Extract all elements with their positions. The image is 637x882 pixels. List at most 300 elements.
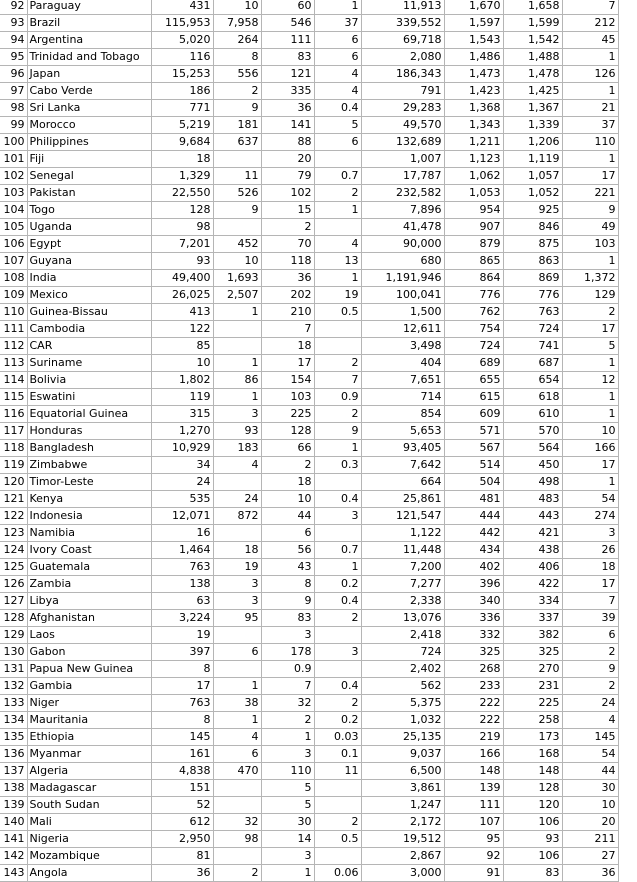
cases-per-million-cell[interactable]: 335 (261, 83, 314, 100)
value-c-cell[interactable]: 1 (562, 389, 618, 406)
deaths-per-million-cell[interactable]: 7 (314, 372, 361, 389)
value-a-cell[interactable]: 1,486 (444, 49, 503, 66)
deaths-cell[interactable] (213, 627, 261, 644)
country-cell[interactable]: Mexico (27, 287, 151, 304)
cases-per-million-cell[interactable]: 79 (261, 168, 314, 185)
cases-per-million-cell[interactable]: 2 (261, 219, 314, 236)
value-b-cell[interactable]: 258 (503, 712, 562, 729)
deaths-cell[interactable]: 7,958 (213, 15, 261, 32)
deaths-per-million-cell[interactable] (314, 321, 361, 338)
value-b-cell[interactable]: 337 (503, 610, 562, 627)
value-b-cell[interactable]: 863 (503, 253, 562, 270)
cases-cell[interactable]: 98 (151, 219, 213, 236)
deaths-per-million-cell[interactable]: 0.4 (314, 491, 361, 508)
value-c-cell[interactable]: 221 (562, 185, 618, 202)
cases-per-million-cell[interactable]: 66 (261, 440, 314, 457)
rank-cell[interactable]: 141 (0, 831, 27, 848)
deaths-per-million-cell[interactable]: 37 (314, 15, 361, 32)
deaths-cell[interactable] (213, 797, 261, 814)
country-cell[interactable]: Niger (27, 695, 151, 712)
value-b-cell[interactable]: 610 (503, 406, 562, 423)
value-a-cell[interactable]: 95 (444, 831, 503, 848)
value-c-cell[interactable]: 39 (562, 610, 618, 627)
cases-cell[interactable]: 63 (151, 593, 213, 610)
cases-cell[interactable]: 49,400 (151, 270, 213, 287)
cases-cell[interactable]: 19 (151, 627, 213, 644)
deaths-cell[interactable]: 9 (213, 100, 261, 117)
country-cell[interactable]: India (27, 270, 151, 287)
value-a-cell[interactable]: 571 (444, 423, 503, 440)
deaths-per-million-cell[interactable]: 2 (314, 695, 361, 712)
country-cell[interactable]: Nigeria (27, 831, 151, 848)
rank-cell[interactable]: 113 (0, 355, 27, 372)
value-a-cell[interactable]: 754 (444, 321, 503, 338)
deaths-per-million-cell[interactable]: 0.3 (314, 457, 361, 474)
country-cell[interactable]: Paraguay (27, 0, 151, 15)
deaths-per-million-cell[interactable]: 4 (314, 236, 361, 253)
cases-per-million-cell[interactable]: 18 (261, 474, 314, 491)
deaths-per-million-cell[interactable]: 1 (314, 559, 361, 576)
value-a-cell[interactable]: 1,597 (444, 15, 503, 32)
cases-per-million-cell[interactable]: 56 (261, 542, 314, 559)
value-b-cell[interactable]: 438 (503, 542, 562, 559)
deaths-per-million-cell[interactable]: 9 (314, 423, 361, 440)
cases-per-million-cell[interactable]: 15 (261, 202, 314, 219)
value-c-cell[interactable]: 2 (562, 678, 618, 695)
deaths-cell[interactable]: 470 (213, 763, 261, 780)
value-a-cell[interactable]: 609 (444, 406, 503, 423)
deaths-cell[interactable]: 556 (213, 66, 261, 83)
cases-cell[interactable]: 315 (151, 406, 213, 423)
value-c-cell[interactable]: 3 (562, 525, 618, 542)
value-c-cell[interactable]: 1 (562, 49, 618, 66)
value-c-cell[interactable]: 49 (562, 219, 618, 236)
value-a-cell[interactable]: 402 (444, 559, 503, 576)
deaths-per-million-cell[interactable]: 1 (314, 270, 361, 287)
country-cell[interactable]: Suriname (27, 355, 151, 372)
country-cell[interactable]: Argentina (27, 32, 151, 49)
deaths-per-million-cell[interactable]: 0.4 (314, 100, 361, 117)
value-a-cell[interactable]: 724 (444, 338, 503, 355)
value-b-cell[interactable]: 570 (503, 423, 562, 440)
deaths-cell[interactable]: 38 (213, 695, 261, 712)
rank-cell[interactable]: 103 (0, 185, 27, 202)
value-c-cell[interactable]: 1 (562, 406, 618, 423)
deaths-cell[interactable]: 8 (213, 49, 261, 66)
rank-cell[interactable]: 122 (0, 508, 27, 525)
value-b-cell[interactable]: 618 (503, 389, 562, 406)
value-b-cell[interactable]: 231 (503, 678, 562, 695)
value-b-cell[interactable]: 173 (503, 729, 562, 746)
country-cell[interactable]: Gambia (27, 678, 151, 695)
rank-cell[interactable]: 116 (0, 406, 27, 423)
tests-cell[interactable]: 186,343 (361, 66, 444, 83)
cases-cell[interactable]: 535 (151, 491, 213, 508)
value-b-cell[interactable]: 846 (503, 219, 562, 236)
rank-cell[interactable]: 115 (0, 389, 27, 406)
cases-per-million-cell[interactable]: 128 (261, 423, 314, 440)
country-cell[interactable]: South Sudan (27, 797, 151, 814)
tests-cell[interactable]: 5,375 (361, 695, 444, 712)
cases-per-million-cell[interactable]: 202 (261, 287, 314, 304)
value-b-cell[interactable]: 1,488 (503, 49, 562, 66)
value-a-cell[interactable]: 222 (444, 712, 503, 729)
rank-cell[interactable]: 130 (0, 644, 27, 661)
value-b-cell[interactable]: 741 (503, 338, 562, 355)
value-c-cell[interactable]: 54 (562, 746, 618, 763)
deaths-per-million-cell[interactable]: 6 (314, 134, 361, 151)
rank-cell[interactable]: 125 (0, 559, 27, 576)
value-a-cell[interactable]: 166 (444, 746, 503, 763)
value-b-cell[interactable]: 1,119 (503, 151, 562, 168)
deaths-cell[interactable]: 4 (213, 729, 261, 746)
deaths-per-million-cell[interactable]: 1 (314, 440, 361, 457)
rank-cell[interactable]: 143 (0, 865, 27, 882)
cases-per-million-cell[interactable]: 36 (261, 100, 314, 117)
deaths-cell[interactable]: 3 (213, 406, 261, 423)
rank-cell[interactable]: 108 (0, 270, 27, 287)
deaths-per-million-cell[interactable]: 0.2 (314, 712, 361, 729)
deaths-cell[interactable]: 10 (213, 0, 261, 15)
deaths-cell[interactable]: 1 (213, 712, 261, 729)
deaths-cell[interactable]: 32 (213, 814, 261, 831)
value-a-cell[interactable]: 1,211 (444, 134, 503, 151)
value-c-cell[interactable]: 5 (562, 338, 618, 355)
value-b-cell[interactable]: 325 (503, 644, 562, 661)
value-b-cell[interactable]: 450 (503, 457, 562, 474)
tests-cell[interactable]: 791 (361, 83, 444, 100)
country-cell[interactable]: Mali (27, 814, 151, 831)
country-cell[interactable]: Libya (27, 593, 151, 610)
deaths-cell[interactable] (213, 780, 261, 797)
value-a-cell[interactable]: 1,062 (444, 168, 503, 185)
cases-cell[interactable]: 10,929 (151, 440, 213, 457)
cases-per-million-cell[interactable]: 121 (261, 66, 314, 83)
value-b-cell[interactable]: 869 (503, 270, 562, 287)
value-a-cell[interactable]: 481 (444, 491, 503, 508)
rank-cell[interactable]: 110 (0, 304, 27, 321)
tests-cell[interactable]: 7,642 (361, 457, 444, 474)
deaths-per-million-cell[interactable]: 13 (314, 253, 361, 270)
value-a-cell[interactable]: 92 (444, 848, 503, 865)
country-cell[interactable]: Zimbabwe (27, 457, 151, 474)
value-b-cell[interactable]: 334 (503, 593, 562, 610)
country-cell[interactable]: Philippines (27, 134, 151, 151)
rank-cell[interactable]: 129 (0, 627, 27, 644)
value-c-cell[interactable]: 1 (562, 355, 618, 372)
tests-cell[interactable]: 7,277 (361, 576, 444, 593)
cases-per-million-cell[interactable]: 5 (261, 780, 314, 797)
value-a-cell[interactable]: 111 (444, 797, 503, 814)
tests-cell[interactable]: 100,041 (361, 287, 444, 304)
country-cell[interactable]: Ethiopia (27, 729, 151, 746)
cases-per-million-cell[interactable]: 6 (261, 525, 314, 542)
deaths-per-million-cell[interactable]: 1 (314, 202, 361, 219)
cases-per-million-cell[interactable]: 3 (261, 627, 314, 644)
cases-per-million-cell[interactable]: 210 (261, 304, 314, 321)
cases-cell[interactable]: 22,550 (151, 185, 213, 202)
deaths-per-million-cell[interactable] (314, 661, 361, 678)
deaths-cell[interactable]: 3 (213, 593, 261, 610)
cases-cell[interactable]: 81 (151, 848, 213, 865)
tests-cell[interactable]: 724 (361, 644, 444, 661)
tests-cell[interactable]: 232,582 (361, 185, 444, 202)
cases-per-million-cell[interactable]: 60 (261, 0, 314, 15)
rank-cell[interactable]: 92 (0, 0, 27, 15)
country-cell[interactable]: Fiji (27, 151, 151, 168)
value-b-cell[interactable]: 422 (503, 576, 562, 593)
value-c-cell[interactable]: 10 (562, 797, 618, 814)
country-cell[interactable]: Equatorial Guinea (27, 406, 151, 423)
tests-cell[interactable]: 9,037 (361, 746, 444, 763)
value-a-cell[interactable]: 222 (444, 695, 503, 712)
deaths-cell[interactable] (213, 848, 261, 865)
cases-cell[interactable]: 8 (151, 712, 213, 729)
country-cell[interactable]: Guyana (27, 253, 151, 270)
value-b-cell[interactable]: 1,478 (503, 66, 562, 83)
tests-cell[interactable]: 25,135 (361, 729, 444, 746)
rank-cell[interactable]: 104 (0, 202, 27, 219)
value-a-cell[interactable]: 325 (444, 644, 503, 661)
value-c-cell[interactable]: 211 (562, 831, 618, 848)
deaths-cell[interactable]: 98 (213, 831, 261, 848)
tests-cell[interactable]: 7,896 (361, 202, 444, 219)
country-cell[interactable]: Madagascar (27, 780, 151, 797)
value-a-cell[interactable]: 776 (444, 287, 503, 304)
deaths-cell[interactable]: 872 (213, 508, 261, 525)
deaths-per-million-cell[interactable]: 11 (314, 763, 361, 780)
value-c-cell[interactable]: 26 (562, 542, 618, 559)
deaths-cell[interactable]: 18 (213, 542, 261, 559)
value-a-cell[interactable]: 1,543 (444, 32, 503, 49)
cases-per-million-cell[interactable]: 10 (261, 491, 314, 508)
country-cell[interactable]: Afghanistan (27, 610, 151, 627)
cases-per-million-cell[interactable]: 88 (261, 134, 314, 151)
rank-cell[interactable]: 97 (0, 83, 27, 100)
value-c-cell[interactable]: 2 (562, 304, 618, 321)
tests-cell[interactable]: 714 (361, 389, 444, 406)
deaths-per-million-cell[interactable]: 6 (314, 49, 361, 66)
cases-cell[interactable]: 7,201 (151, 236, 213, 253)
value-b-cell[interactable]: 687 (503, 355, 562, 372)
value-c-cell[interactable]: 145 (562, 729, 618, 746)
deaths-cell[interactable]: 1,693 (213, 270, 261, 287)
value-b-cell[interactable]: 654 (503, 372, 562, 389)
tests-cell[interactable]: 854 (361, 406, 444, 423)
cases-per-million-cell[interactable]: 103 (261, 389, 314, 406)
deaths-per-million-cell[interactable]: 0.1 (314, 746, 361, 763)
rank-cell[interactable]: 128 (0, 610, 27, 627)
cases-cell[interactable]: 431 (151, 0, 213, 15)
cases-cell[interactable]: 116 (151, 49, 213, 66)
value-a-cell[interactable]: 864 (444, 270, 503, 287)
rank-cell[interactable]: 93 (0, 15, 27, 32)
value-a-cell[interactable]: 1,343 (444, 117, 503, 134)
deaths-cell[interactable]: 2 (213, 865, 261, 882)
cases-per-million-cell[interactable]: 2 (261, 712, 314, 729)
deaths-per-million-cell[interactable] (314, 338, 361, 355)
tests-cell[interactable]: 132,689 (361, 134, 444, 151)
deaths-per-million-cell[interactable]: 3 (314, 644, 361, 661)
value-a-cell[interactable]: 434 (444, 542, 503, 559)
value-c-cell[interactable]: 20 (562, 814, 618, 831)
deaths-cell[interactable]: 1 (213, 389, 261, 406)
deaths-cell[interactable]: 9 (213, 202, 261, 219)
cases-cell[interactable]: 10 (151, 355, 213, 372)
cases-cell[interactable]: 138 (151, 576, 213, 593)
deaths-cell[interactable]: 183 (213, 440, 261, 457)
value-c-cell[interactable]: 166 (562, 440, 618, 457)
deaths-per-million-cell[interactable] (314, 525, 361, 542)
country-cell[interactable]: Honduras (27, 423, 151, 440)
cases-cell[interactable]: 3,224 (151, 610, 213, 627)
value-b-cell[interactable]: 1,425 (503, 83, 562, 100)
value-c-cell[interactable]: 9 (562, 202, 618, 219)
cases-per-million-cell[interactable]: 32 (261, 695, 314, 712)
cases-cell[interactable]: 612 (151, 814, 213, 831)
value-a-cell[interactable]: 219 (444, 729, 503, 746)
cases-cell[interactable]: 119 (151, 389, 213, 406)
cases-per-million-cell[interactable]: 546 (261, 15, 314, 32)
cases-cell[interactable]: 93 (151, 253, 213, 270)
deaths-cell[interactable] (213, 525, 261, 542)
country-cell[interactable]: Kenya (27, 491, 151, 508)
tests-cell[interactable]: 17,787 (361, 168, 444, 185)
value-c-cell[interactable]: 44 (562, 763, 618, 780)
country-cell[interactable]: Trinidad and Tobago (27, 49, 151, 66)
cases-per-million-cell[interactable]: 5 (261, 797, 314, 814)
value-c-cell[interactable]: 1 (562, 83, 618, 100)
deaths-per-million-cell[interactable]: 0.2 (314, 576, 361, 593)
cases-per-million-cell[interactable]: 178 (261, 644, 314, 661)
value-a-cell[interactable]: 865 (444, 253, 503, 270)
tests-cell[interactable]: 93,405 (361, 440, 444, 457)
value-a-cell[interactable]: 954 (444, 202, 503, 219)
value-c-cell[interactable]: 1 (562, 253, 618, 270)
value-a-cell[interactable]: 233 (444, 678, 503, 695)
cases-cell[interactable]: 1,270 (151, 423, 213, 440)
deaths-cell[interactable] (213, 661, 261, 678)
value-b-cell[interactable]: 724 (503, 321, 562, 338)
cases-per-million-cell[interactable]: 3 (261, 746, 314, 763)
cases-cell[interactable]: 4,838 (151, 763, 213, 780)
deaths-per-million-cell[interactable] (314, 219, 361, 236)
value-c-cell[interactable]: 54 (562, 491, 618, 508)
deaths-cell[interactable]: 11 (213, 168, 261, 185)
deaths-cell[interactable]: 10 (213, 253, 261, 270)
value-b-cell[interactable]: 128 (503, 780, 562, 797)
tests-cell[interactable]: 2,338 (361, 593, 444, 610)
value-a-cell[interactable]: 340 (444, 593, 503, 610)
value-b-cell[interactable]: 106 (503, 848, 562, 865)
country-cell[interactable]: Laos (27, 627, 151, 644)
country-cell[interactable]: Cabo Verde (27, 83, 151, 100)
cases-cell[interactable]: 15,253 (151, 66, 213, 83)
cases-per-million-cell[interactable]: 141 (261, 117, 314, 134)
rank-cell[interactable]: 98 (0, 100, 27, 117)
cases-per-million-cell[interactable]: 8 (261, 576, 314, 593)
tests-cell[interactable]: 5,653 (361, 423, 444, 440)
value-c-cell[interactable]: 10 (562, 423, 618, 440)
cases-cell[interactable]: 1,329 (151, 168, 213, 185)
cases-per-million-cell[interactable]: 44 (261, 508, 314, 525)
rank-cell[interactable]: 101 (0, 151, 27, 168)
deaths-cell[interactable]: 264 (213, 32, 261, 49)
tests-cell[interactable]: 13,076 (361, 610, 444, 627)
value-a-cell[interactable]: 396 (444, 576, 503, 593)
tests-cell[interactable]: 41,478 (361, 219, 444, 236)
country-cell[interactable]: Mauritania (27, 712, 151, 729)
country-cell[interactable]: Mozambique (27, 848, 151, 865)
tests-cell[interactable]: 49,570 (361, 117, 444, 134)
deaths-per-million-cell[interactable] (314, 474, 361, 491)
country-cell[interactable]: Japan (27, 66, 151, 83)
value-a-cell[interactable]: 332 (444, 627, 503, 644)
tests-cell[interactable]: 2,402 (361, 661, 444, 678)
country-cell[interactable]: Brazil (27, 15, 151, 32)
deaths-per-million-cell[interactable]: 0.7 (314, 542, 361, 559)
deaths-per-million-cell[interactable]: 0.06 (314, 865, 361, 882)
deaths-cell[interactable]: 93 (213, 423, 261, 440)
cases-cell[interactable]: 413 (151, 304, 213, 321)
deaths-per-million-cell[interactable]: 2 (314, 610, 361, 627)
cases-cell[interactable]: 122 (151, 321, 213, 338)
cases-per-million-cell[interactable]: 36 (261, 270, 314, 287)
cases-per-million-cell[interactable]: 2 (261, 457, 314, 474)
cases-cell[interactable]: 17 (151, 678, 213, 695)
rank-cell[interactable]: 112 (0, 338, 27, 355)
deaths-per-million-cell[interactable]: 0.5 (314, 831, 361, 848)
rank-cell[interactable]: 120 (0, 474, 27, 491)
tests-cell[interactable]: 69,718 (361, 32, 444, 49)
country-cell[interactable]: Senegal (27, 168, 151, 185)
country-cell[interactable]: Egypt (27, 236, 151, 253)
deaths-per-million-cell[interactable]: 2 (314, 406, 361, 423)
cases-cell[interactable]: 115,953 (151, 15, 213, 32)
country-cell[interactable]: Zambia (27, 576, 151, 593)
value-a-cell[interactable]: 907 (444, 219, 503, 236)
deaths-cell[interactable]: 4 (213, 457, 261, 474)
value-b-cell[interactable]: 382 (503, 627, 562, 644)
rank-cell[interactable]: 139 (0, 797, 27, 814)
rank-cell[interactable]: 127 (0, 593, 27, 610)
value-b-cell[interactable]: 106 (503, 814, 562, 831)
value-c-cell[interactable]: 37 (562, 117, 618, 134)
rank-cell[interactable]: 132 (0, 678, 27, 695)
cases-cell[interactable]: 9,684 (151, 134, 213, 151)
deaths-per-million-cell[interactable]: 0.5 (314, 304, 361, 321)
value-b-cell[interactable]: 925 (503, 202, 562, 219)
tests-cell[interactable]: 2,418 (361, 627, 444, 644)
rank-cell[interactable]: 100 (0, 134, 27, 151)
rank-cell[interactable]: 119 (0, 457, 27, 474)
deaths-cell[interactable]: 95 (213, 610, 261, 627)
value-c-cell[interactable]: 126 (562, 66, 618, 83)
value-b-cell[interactable]: 498 (503, 474, 562, 491)
deaths-per-million-cell[interactable] (314, 797, 361, 814)
cases-per-million-cell[interactable]: 83 (261, 610, 314, 627)
cases-per-million-cell[interactable]: 110 (261, 763, 314, 780)
value-a-cell[interactable]: 444 (444, 508, 503, 525)
country-cell[interactable]: Sri Lanka (27, 100, 151, 117)
deaths-cell[interactable]: 2 (213, 83, 261, 100)
cases-cell[interactable]: 771 (151, 100, 213, 117)
value-b-cell[interactable]: 93 (503, 831, 562, 848)
tests-cell[interactable]: 2,172 (361, 814, 444, 831)
value-a-cell[interactable]: 1,368 (444, 100, 503, 117)
deaths-cell[interactable] (213, 474, 261, 491)
tests-cell[interactable]: 6,500 (361, 763, 444, 780)
